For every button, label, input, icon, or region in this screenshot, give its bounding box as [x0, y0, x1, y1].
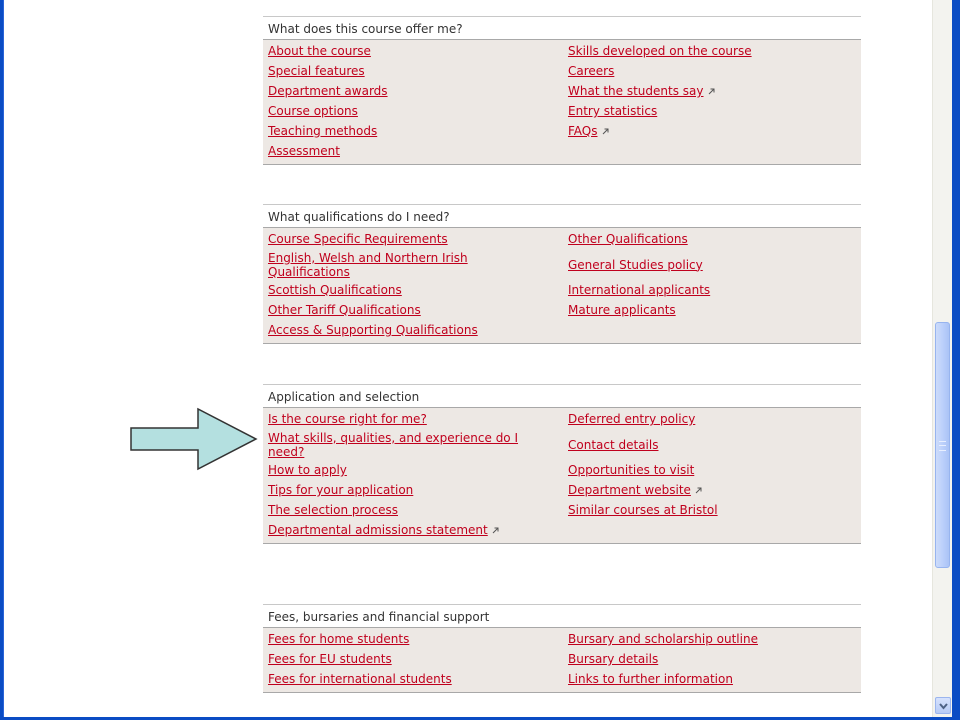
link-scottish-qualifications[interactable]: Scottish Qualifications: [268, 283, 402, 297]
scroll-thumb[interactable]: [935, 322, 950, 568]
grip-icon: [939, 441, 946, 451]
link-tips-for-application[interactable]: Tips for your application: [268, 483, 414, 497]
section-links: [263, 408, 861, 544]
link-row: [263, 61, 861, 81]
link-row: [263, 480, 861, 500]
external-link-arrow-icon: [708, 84, 715, 98]
link-row: [263, 429, 861, 460]
link-bursary-details[interactable]: Bursary details: [568, 652, 659, 666]
window-border-right: [952, 0, 960, 720]
link-row: [263, 229, 861, 249]
link-is-course-right[interactable]: Is the course right for me?: [268, 412, 427, 426]
link-general-studies-policy[interactable]: General Studies policy: [568, 257, 703, 272]
link-about-the-course[interactable]: About the course: [268, 44, 371, 58]
section-links: [263, 628, 861, 693]
link-row: [263, 141, 861, 161]
link-careers[interactable]: Careers: [568, 64, 615, 78]
link-row: [263, 649, 861, 669]
section-links: [263, 228, 861, 344]
section-fees-bursaries: [263, 604, 861, 693]
section-title: What does this course offer me?: [263, 16, 861, 40]
link-teaching-methods[interactable]: Teaching methods: [268, 124, 378, 138]
section-course-offer: [263, 16, 861, 165]
section-title: Application and selection: [263, 384, 861, 408]
link-other-tariff-qualifications[interactable]: Other Tariff Qualifications: [268, 303, 421, 317]
highlight-arrow-icon: [128, 406, 260, 476]
scroll-down-button[interactable]: [935, 697, 951, 714]
link-fees-international-students[interactable]: Fees for international students: [268, 672, 452, 686]
link-row: [263, 249, 861, 280]
link-bursary-scholarship-outline[interactable]: Bursary and scholarship outline: [568, 632, 758, 646]
chevron-down-icon: [939, 702, 948, 710]
link-row: [263, 669, 861, 689]
vertical-scrollbar[interactable]: [932, 0, 953, 717]
link-fees-eu-students[interactable]: Fees for EU students: [268, 652, 392, 666]
link-deferred-entry-policy[interactable]: Deferred entry policy: [568, 412, 696, 426]
link-row: [263, 280, 861, 300]
link-similar-courses[interactable]: Similar courses at Bristol: [568, 503, 718, 517]
link-international-applicants[interactable]: International applicants: [568, 283, 711, 297]
link-mature-applicants[interactable]: Mature applicants: [568, 303, 676, 317]
link-selection-process[interactable]: The selection process: [268, 503, 398, 517]
window-border-left: [0, 0, 4, 720]
link-skills-developed[interactable]: Skills developed on the course: [568, 44, 752, 58]
section-title: Fees, bursaries and financial support: [263, 604, 861, 628]
link-contact-details[interactable]: Contact details: [568, 437, 659, 452]
link-row: [263, 520, 861, 540]
section-qualifications: [263, 204, 861, 344]
link-department-awards[interactable]: Department awards: [268, 84, 388, 98]
section-links: [263, 40, 861, 165]
link-row: [263, 101, 861, 121]
link-further-information[interactable]: Links to further information: [568, 672, 733, 686]
external-link-arrow-icon: [492, 523, 499, 537]
link-row: [263, 81, 861, 101]
link-course-options[interactable]: Course options: [268, 104, 358, 118]
link-department-website[interactable]: Department website: [568, 483, 691, 497]
link-row: [263, 300, 861, 320]
link-fees-home-students[interactable]: Fees for home students: [268, 632, 410, 646]
link-special-features[interactable]: Special features: [268, 64, 365, 78]
link-row: [263, 121, 861, 141]
link-row: [263, 629, 861, 649]
link-row: [263, 409, 861, 429]
link-skills-qualities-experience[interactable]: What skills, qualities, and experience do I need?: [268, 430, 519, 459]
link-course-specific-requirements[interactable]: Course Specific Requirements: [268, 232, 448, 246]
link-departmental-admissions-statement[interactable]: Departmental admissions statement: [268, 523, 488, 537]
external-link-arrow-icon: [695, 483, 702, 497]
link-entry-statistics[interactable]: Entry statistics: [568, 104, 658, 118]
link-row: [263, 320, 861, 340]
link-row: [263, 460, 861, 480]
section-application-selection: [263, 384, 861, 544]
link-access-supporting-qualifications[interactable]: Access & Supporting Qualifications: [268, 323, 478, 337]
link-how-to-apply[interactable]: How to apply: [268, 463, 347, 477]
link-opportunities-to-visit[interactable]: Opportunities to visit: [568, 463, 695, 477]
link-row: [263, 500, 861, 520]
link-other-qualifications[interactable]: Other Qualifications: [568, 232, 688, 246]
link-what-students-say[interactable]: What the students say: [568, 84, 704, 98]
link-assessment[interactable]: Assessment: [268, 144, 340, 158]
link-row: [263, 41, 861, 61]
link-faqs[interactable]: FAQs: [568, 124, 598, 138]
link-english-welsh-ni-qualifications[interactable]: English, Welsh and Northern Irish Qualifications: [268, 250, 468, 279]
section-title: What qualifications do I need?: [263, 204, 861, 228]
external-link-arrow-icon: [602, 124, 609, 138]
